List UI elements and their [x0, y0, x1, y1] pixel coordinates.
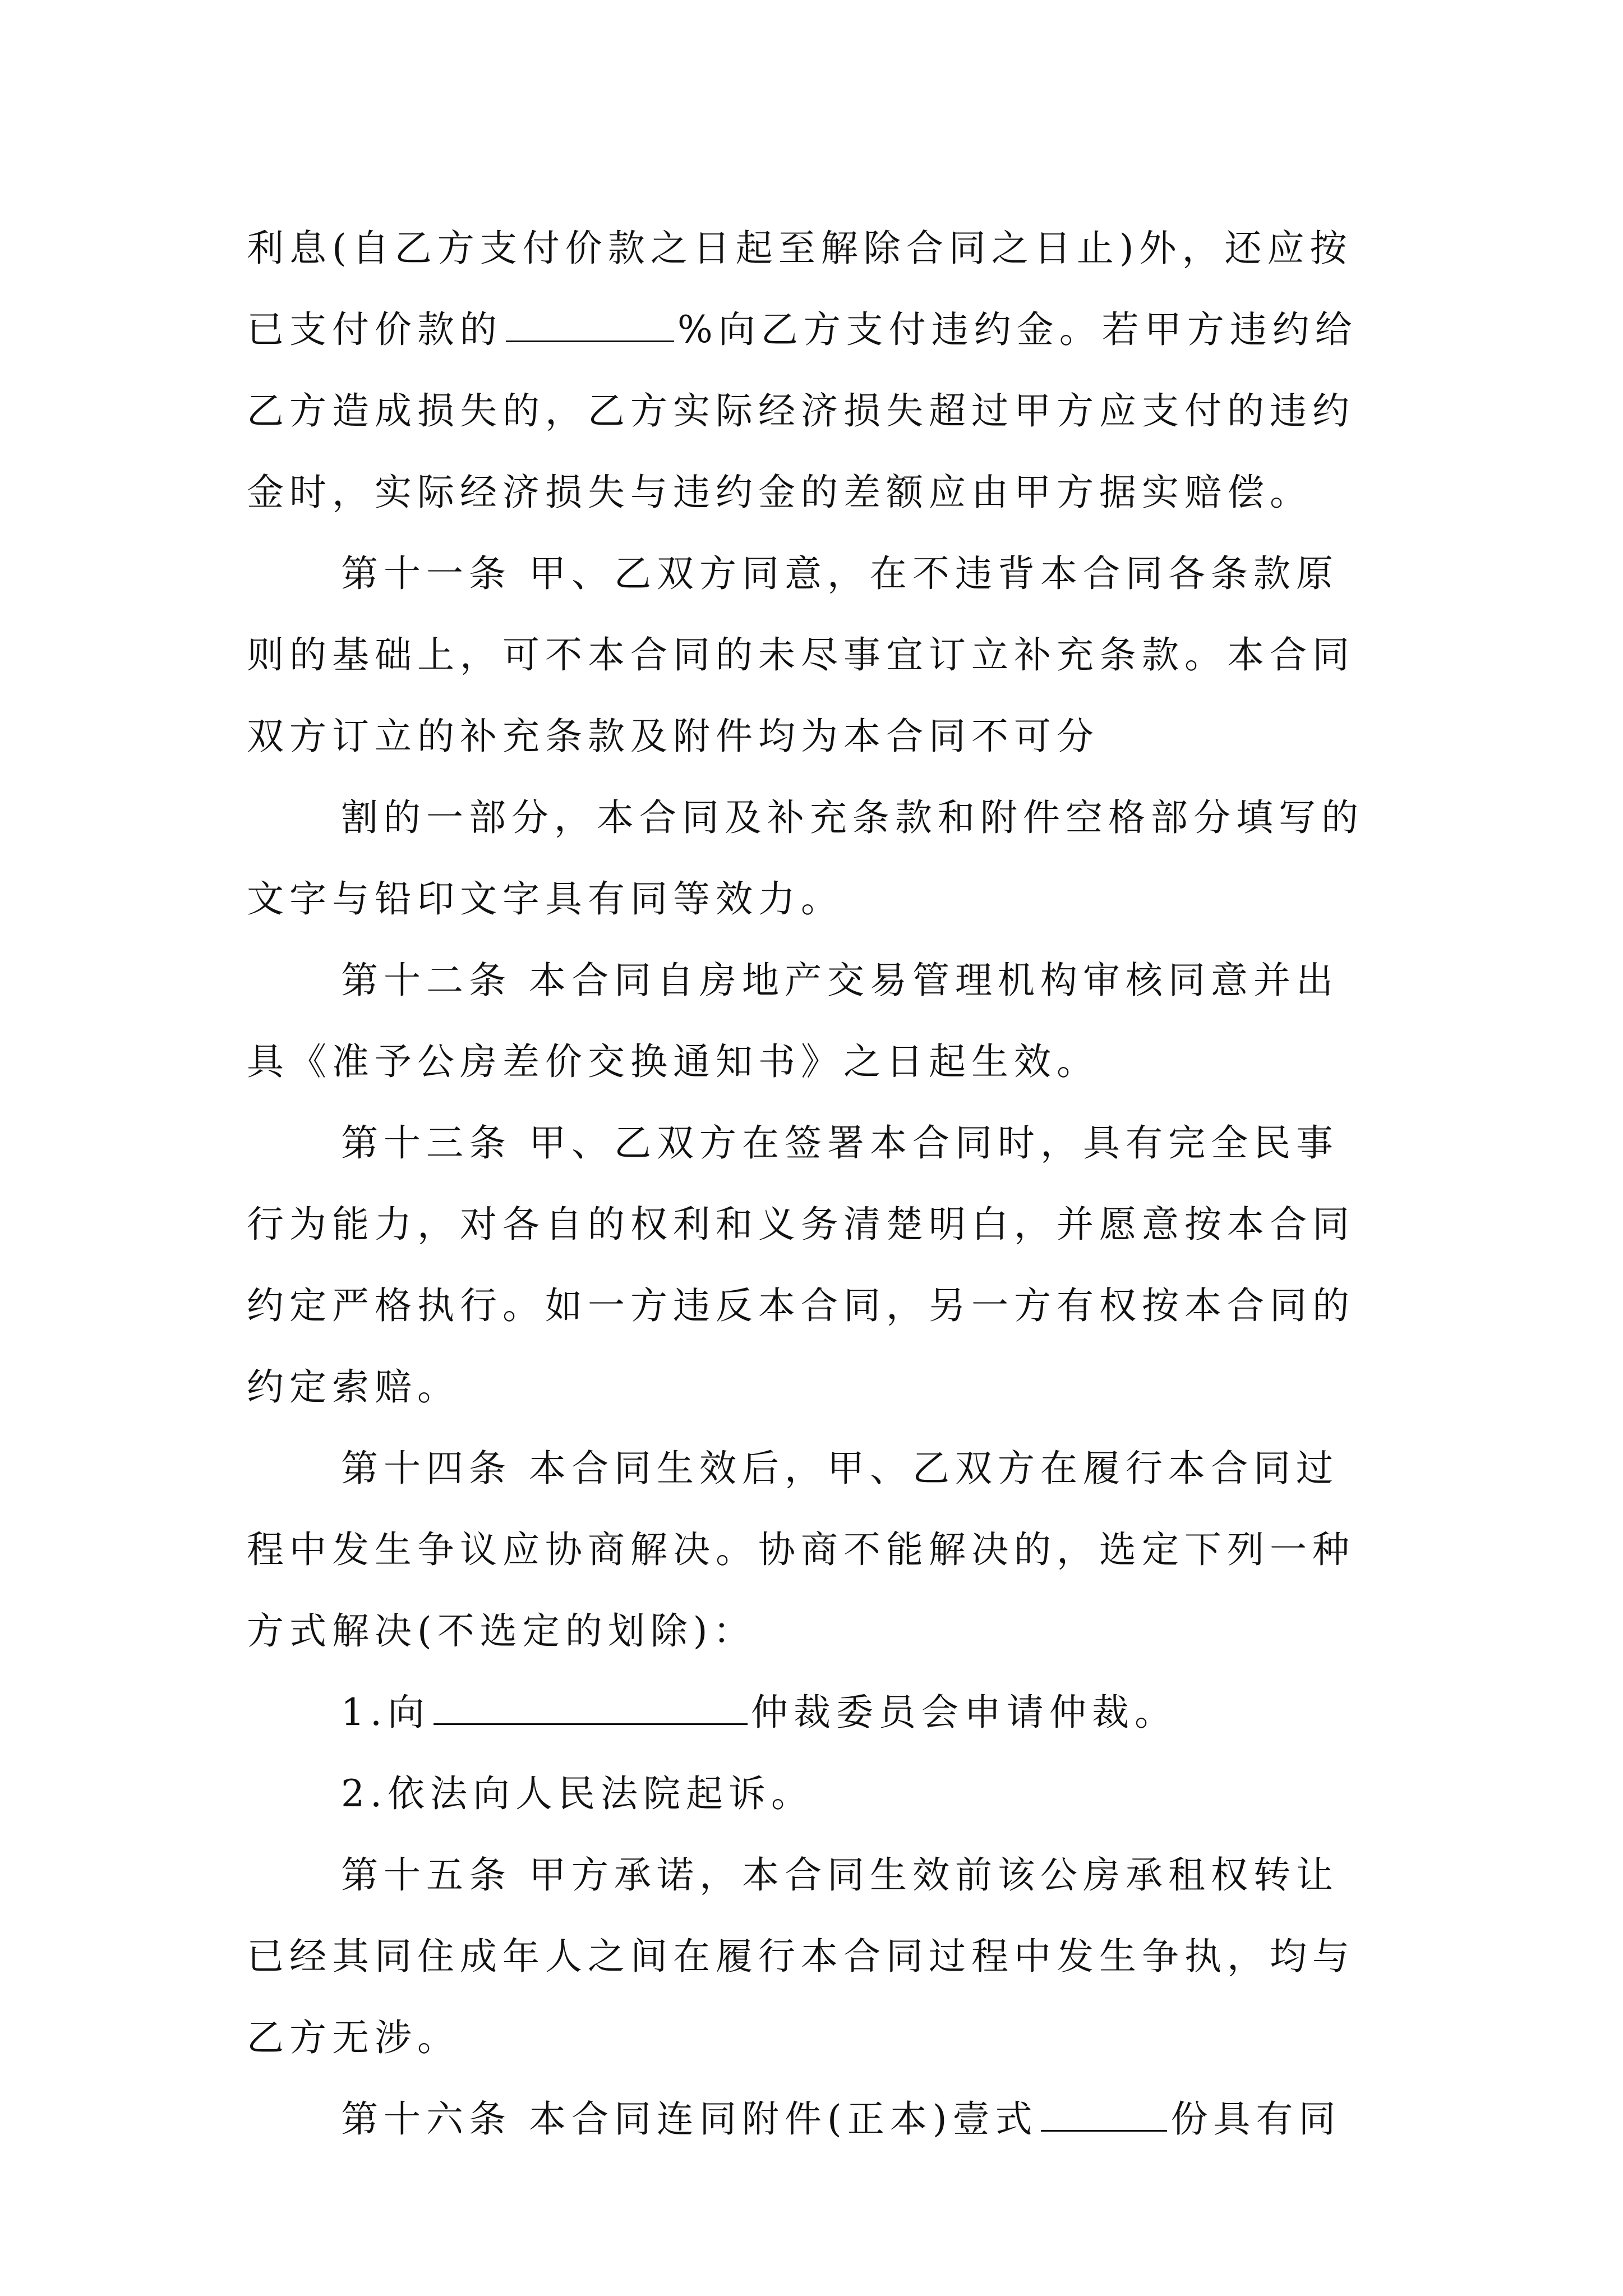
line-text: 乙方无涉。 — [247, 2016, 460, 2059]
line-text: 份具有同 — [1170, 2097, 1341, 2141]
text-line — [247, 858, 1385, 940]
line-text: 第十一条 甲、乙双方同意，在不违背本合同各条款原 — [341, 552, 1339, 595]
line-text: 约定索赔。 — [247, 1365, 460, 1409]
line-text: 2.依法向人民法院起诉。 — [341, 1772, 814, 1815]
article-11-heading-line — [247, 533, 1385, 614]
line-text: 第十四条 本合同生效后，甲、乙双方在履行本合同过 — [341, 1447, 1339, 1490]
line-text: 金时，实际经济损失与违约金的差额应由甲方据实赔偿。 — [247, 471, 1312, 514]
text-line — [247, 1346, 1385, 1428]
article-16-heading-line — [247, 2078, 1385, 2160]
text-line — [247, 370, 1385, 452]
line-text: 文字与铅印文字具有同等效力。 — [247, 877, 843, 921]
text-line — [247, 1509, 1385, 1590]
line-text: 方式解决(不选定的划除)： — [247, 1609, 756, 1653]
line-text: 1.向 — [341, 1691, 430, 1734]
text-line — [247, 208, 1385, 289]
line-text: %向乙方支付违约金。若甲方违约给 — [677, 308, 1358, 351]
article-13-heading-line — [247, 1102, 1385, 1184]
line-text: 程中发生争议应协商解决。协商不能解决的，选定下列一种 — [247, 1528, 1355, 1571]
line-text: 则的基础上，可不本合同的未尽事宜订立补充条款。本合同 — [247, 633, 1355, 677]
text-line — [247, 452, 1385, 533]
text-line — [247, 289, 1385, 370]
line-text: 仲裁委员会申请仲裁。 — [750, 1691, 1177, 1734]
contract-body — [247, 208, 1385, 2160]
text-line — [247, 1590, 1385, 1672]
line-text: 第十五条 甲方承诺，本合同生效前该公房承租权转让 — [341, 1853, 1339, 1897]
line-text: 行为能力，对各自的权利和义务清楚明白，并愿意按本合同 — [247, 1203, 1355, 1246]
article-14-heading-line — [247, 1428, 1385, 1509]
line-text: 已经其同住成年人之间在履行本合同过程中发生争执，均与 — [247, 1935, 1355, 1978]
text-line — [247, 1997, 1385, 2078]
text-line — [247, 1184, 1385, 1265]
fill-in-blank[interactable] — [1041, 2087, 1167, 2132]
line-text: 具《准予公房差价交换通知书》之日起生效。 — [247, 1040, 1099, 1083]
line-text: 割的一部分，本合同及补充条款和附件空格部分填写的 — [341, 796, 1364, 839]
line-text: 第十二条 本合同自房地产交易管理机构审核同意并出 — [341, 959, 1339, 1002]
text-line — [247, 1916, 1385, 1997]
line-text: 约定严格执行。如一方违反本合同，另一方有权按本合同的 — [247, 1284, 1355, 1327]
option-2-line — [247, 1753, 1385, 1834]
line-text: 已支付价款的 — [247, 308, 502, 351]
text-line — [247, 696, 1385, 777]
line-text: 第十三条 甲、乙双方在签署本合同时，具有完全民事 — [341, 1121, 1339, 1165]
text-line — [247, 1021, 1385, 1102]
fill-in-blank[interactable] — [506, 298, 674, 342]
text-line — [247, 1265, 1385, 1346]
text-line — [247, 614, 1385, 696]
line-text: 第十六条 本合同连同附件(正本)壹式 — [341, 2097, 1038, 2141]
article-12-heading-line — [247, 940, 1385, 1021]
option-1-line — [247, 1672, 1385, 1753]
line-text: 利息(自乙方支付价款之日起至解除合同之日止)外，还应按 — [247, 227, 1353, 270]
article-15-heading-line — [247, 1834, 1385, 1916]
text-line — [247, 777, 1385, 858]
line-text: 双方订立的补充条款及附件均为本合同不可分 — [247, 715, 1099, 758]
fill-in-blank[interactable] — [434, 1681, 748, 1725]
line-text: 乙方造成损失的，乙方实际经济损失超过甲方应支付的违约 — [247, 389, 1355, 432]
